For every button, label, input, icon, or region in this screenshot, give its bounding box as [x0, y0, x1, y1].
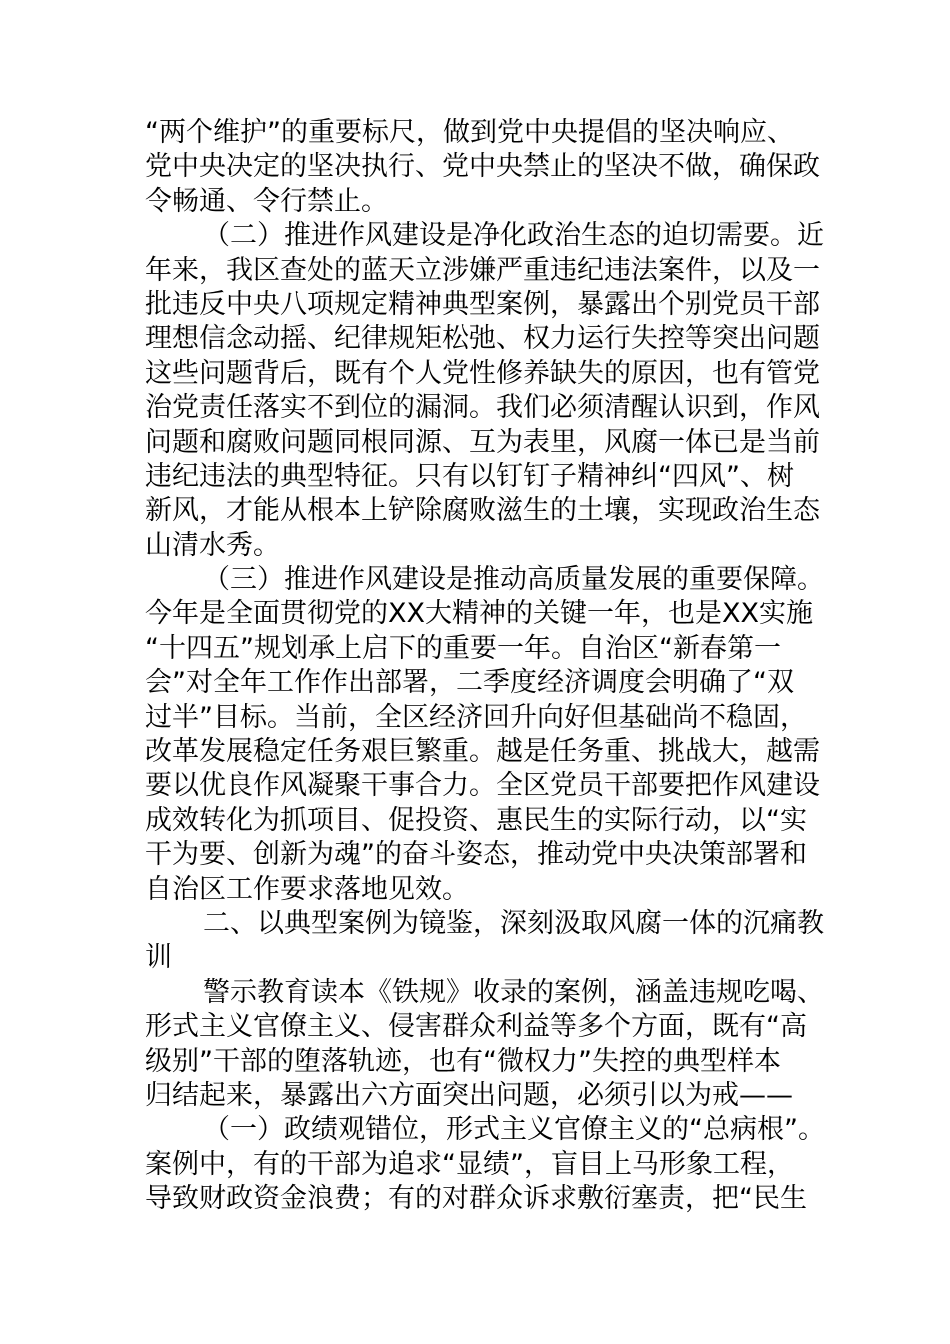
text-line: 会”对全年工作作出部署，二季度经济调度会明确了“双: [145, 667, 794, 699]
text-line: 批违反中央八项规定精神典型案例，暴露出个别党员干部: [145, 288, 820, 320]
text-line: 年来，我区查处的蓝天立涉嫌严重违纪违法案件，以及一: [145, 254, 820, 286]
chapter-heading-line: 训: [145, 942, 172, 974]
text-line: 改革发展稳定任务艰巨繁重。越是任务重、挑战大，越需: [145, 736, 820, 768]
text-line: 自治区工作要求落地见效。: [145, 873, 469, 905]
text-line: 形式主义官僚主义、侵害群众利益等多个方面，既有“高: [145, 1011, 807, 1043]
text-line: 问题和腐败问题同根同源、互为表里，风腐一体已是当前: [145, 426, 820, 458]
text-line: 治党责任落实不到位的漏洞。我们必须清醒认识到，作风: [145, 392, 820, 424]
text-line: 干为要、创新为魂”的奋斗姿态，推动党中央决策部署和: [145, 839, 807, 871]
text-line: 令畅通、令行禁止。: [145, 185, 388, 217]
text-line: “十四五”规划承上启下的重要一年。自治区“新春第一: [145, 632, 781, 664]
section-heading-line: （一）政绩观错位，形式主义官僚主义的“总病根”。: [203, 1114, 825, 1146]
text-line: 归结起来，暴露出六方面突出问题，必须引以为戒——: [145, 1079, 793, 1111]
text-line: 理想信念动摇、纪律规矩松弛、权力运行失控等突出问题: [145, 323, 820, 355]
document-page: [145, 116, 825, 1217]
text-line: 违纪违法的典型特征。只有以钉钉子精神纠“四风”、树: [145, 460, 794, 492]
text-line: 今年是全面贯彻党的XX大精神的关键一年，也是XX实施: [145, 598, 813, 630]
text-line: 要以优良作风凝聚干事合力。全区党员干部要把作风建设: [145, 770, 820, 802]
text-line: 这些问题背后，既有个人党性修养缺失的原因，也有管党: [145, 357, 820, 389]
text-line: 山清水秀。: [145, 529, 280, 561]
section-heading-line: （三）推进作风建设是推动高质量发展的重要保障。: [203, 564, 824, 596]
text-line: 新风，才能从根本上铲除腐败滋生的土壤，实现政治生态: [145, 495, 820, 527]
text-line: 警示教育读本《铁规》收录的案例，涵盖违规吃喝、: [203, 976, 824, 1008]
text-line: 党中央决定的坚决执行、党中央禁止的坚决不做，确保政: [145, 151, 820, 183]
text-line: 过半”目标。当前，全区经济回升向好但基础尚不稳固，: [145, 701, 807, 733]
text-line: “两个维护”的重要标尺，做到党中央提倡的坚决响应、: [145, 117, 794, 148]
section-heading-line: （二）推进作风建设是净化政治生态的迫切需要。近: [203, 220, 824, 252]
text-line: 案例中，有的干部为追求“显绩”，盲目上马形象工程，: [145, 1148, 794, 1180]
text-line: 级别”干部的堕落轨迹，也有“微权力”失控的典型样本: [145, 1045, 781, 1077]
chapter-heading-line: 二、以典型案例为镜鉴，深刻汲取风腐一体的沉痛教: [203, 907, 824, 939]
text-line: 导致财政资金浪费；有的对群众诉求敷衍塞责，把“民生: [145, 1183, 807, 1215]
text-line: 成效转化为抓项目、促投资、惠民生的实际行动，以“实: [145, 804, 807, 836]
